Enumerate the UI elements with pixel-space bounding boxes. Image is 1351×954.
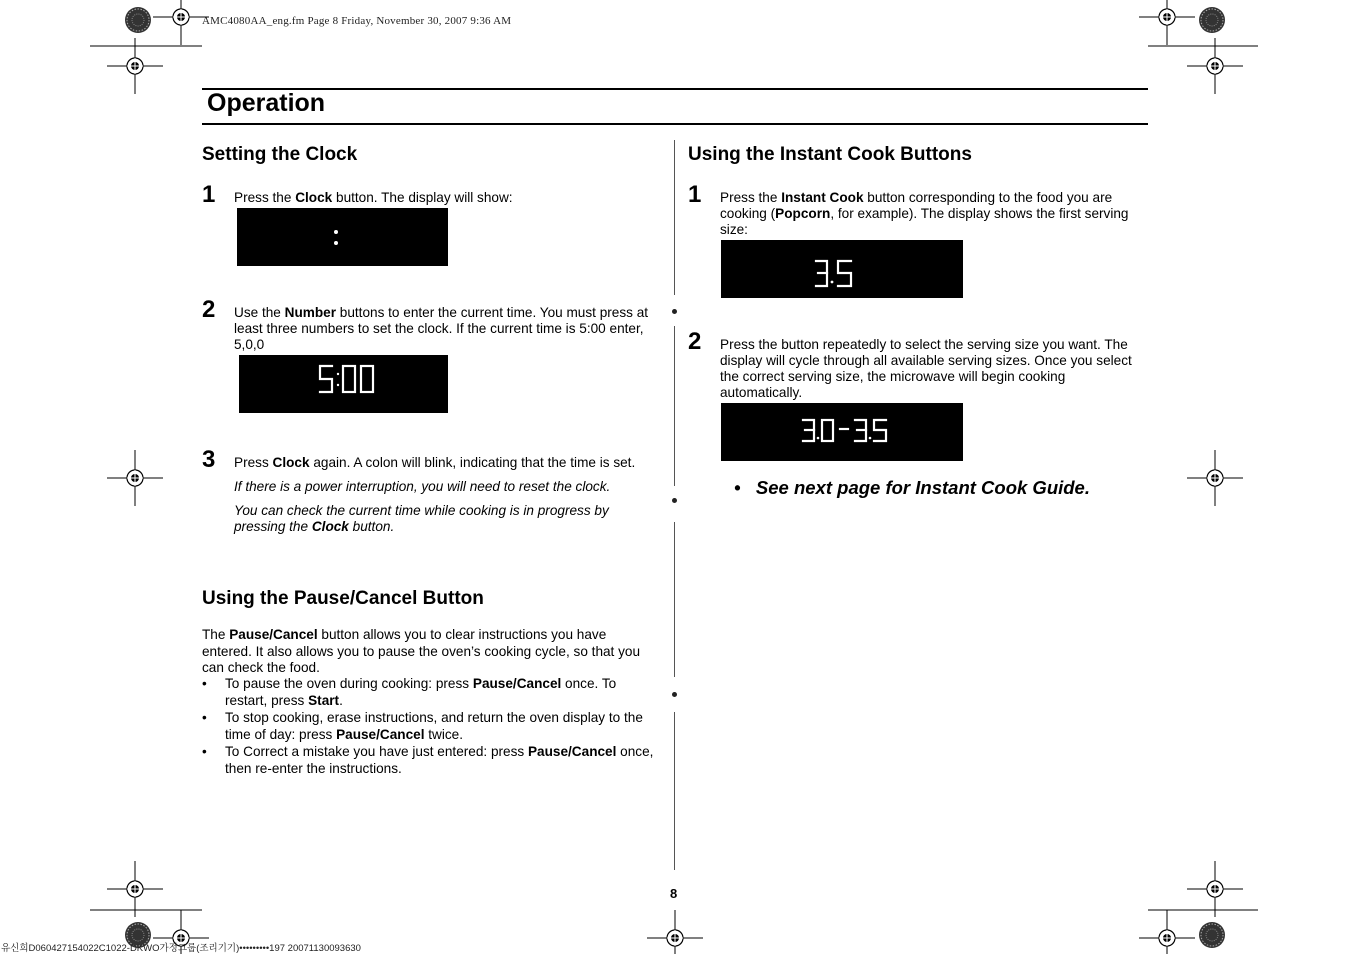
page-number: 8 <box>670 886 678 901</box>
clock-step-3-number: 3 <box>202 446 216 473</box>
pause-intro: The Pause/Cancel button allows you to clear instructions you have entered. It also allows you to pause the oven’s cooking cycle, so that you can check the food. <box>202 627 641 675</box>
instant-step-1-text: Press the Instant Cook button corresponding to the food you are cooking (Popcorn, for example). The display shows the first serving size: <box>720 190 1129 237</box>
column-separator <box>674 140 675 295</box>
display-digits-3-5 <box>721 240 963 298</box>
bullet-dot: • <box>202 744 207 759</box>
instant-step-1-number: 1 <box>688 181 702 208</box>
instant-step-2-number: 2 <box>688 328 702 355</box>
instant-display-first-size <box>721 240 963 298</box>
list-item: • To Correct a mistake you have just entered: press Pause/Cancel once, then re-enter the instructions. <box>202 744 654 776</box>
column-separator <box>674 326 675 486</box>
clock-step-2-text: Use the Number buttons to enter the current time. You must press at least three numbers to set the clock. If the current time is 5:00 enter, 5,0,0 <box>234 305 649 352</box>
pause-bullet-list <box>202 676 657 778</box>
display-digits-5-00 <box>239 355 448 413</box>
clock-step-1-number: 1 <box>202 181 216 208</box>
footer-job-code: 유신희D060427154022C1022-DKWO가정그룹(조리기기)•••••••••197 20071130093630 <box>1 943 361 954</box>
bullet-dot: • <box>202 676 207 691</box>
title-bottom-rule <box>202 123 1148 125</box>
title-top-rule <box>202 88 1148 90</box>
file-info-header: AMC4080AA_eng.fm Page 8 Friday, November 30, 2007 9:36 AM <box>202 15 512 27</box>
list-item: • To pause the oven during cooking: press Pause/Cancel once. To restart, press Start. <box>202 676 617 708</box>
list-item: • To stop cooking, erase instructions, and return the oven display to the time of day: press Pause/Cancel twice. <box>202 710 643 742</box>
instant-heading: Using the Instant Cook Buttons <box>688 144 972 165</box>
pause-heading: Using the Pause/Cancel Button <box>202 588 484 609</box>
clock-step-2-number: 2 <box>202 296 216 323</box>
bullet-dot: • <box>202 710 207 725</box>
separator-dot <box>672 309 677 314</box>
separator-dot <box>672 692 677 697</box>
clock-step-1-text: Press the Clock button. The display will show: <box>234 190 513 205</box>
instant-step-2-text: Press the button repeatedly to select the serving size you want. The display will cycle through all available serving sizes. Once you select the correct serving size, the microwave will begin cooking automatically. <box>720 337 1132 400</box>
display-digits-3-0-3-5 <box>721 403 963 461</box>
column-separator <box>674 522 675 677</box>
clock-display-time <box>239 355 448 413</box>
page-title: Operation <box>207 89 326 117</box>
instant-display-cycle <box>721 403 963 461</box>
clock-note-check: You can check the current time while cooking is in progress by pressing the Clock button. <box>234 503 609 534</box>
clock-step-3-text: Press Clock again. A colon will blink, indicating that the time is set. <box>234 455 636 470</box>
clock-heading: Setting the Clock <box>202 144 358 165</box>
separator-dot <box>672 498 677 503</box>
display-colon <box>237 208 448 266</box>
clock-display-blank <box>237 208 448 266</box>
bullet-dot: • <box>734 477 741 498</box>
clock-note-power: If there is a power interruption, you will need to reset the clock. <box>234 479 611 494</box>
column-separator <box>674 712 675 870</box>
instant-cook-guide-note: • See next page for Instant Cook Guide. <box>734 477 1090 498</box>
